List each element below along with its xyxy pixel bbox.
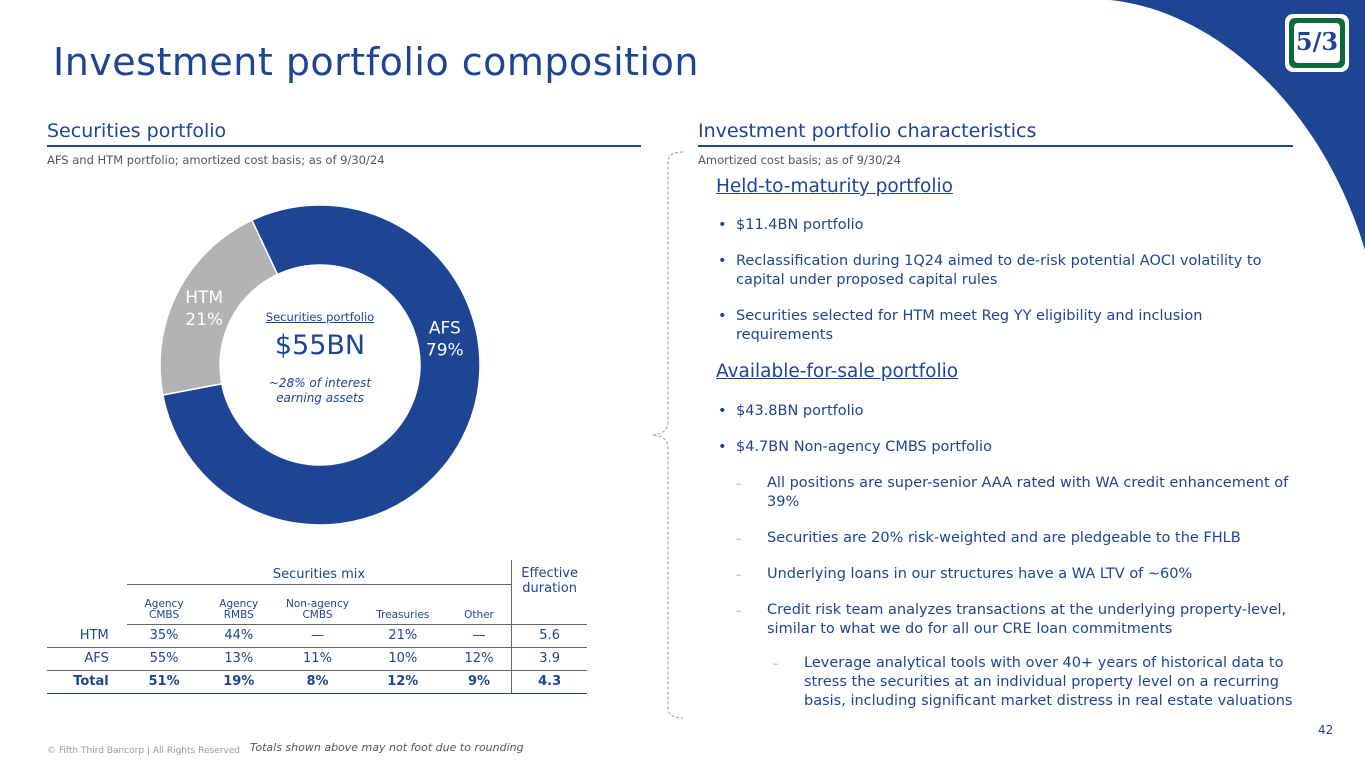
bullet-text: Credit risk team analyzes transactions at the underlying property-level, similar to what we do for all our CRE loan commitments xyxy=(767,602,1287,637)
bullet-text: All positions are super-senior AAA rated with WA credit enhancement of 39% xyxy=(767,475,1289,510)
bullet-text: $43.8BN portfolio xyxy=(736,403,864,419)
table-row xyxy=(47,647,587,670)
col-header-line: Non-agency xyxy=(286,597,349,610)
portfolio-characteristics-title: Investment portfolio characteristics xyxy=(698,120,1037,142)
bullet-text: Leverage analytical tools with over 40+ years of historical data to stress the securities at an individual property level on a recurring basis, including significant market distress in real estate valuations xyxy=(804,655,1293,709)
page-title: Investment portfolio composition xyxy=(53,40,699,84)
bullet-mark: • xyxy=(718,439,727,455)
duration-cell: 4.3 xyxy=(512,670,587,693)
col-header xyxy=(201,584,276,624)
afs-bullet xyxy=(718,438,1296,457)
duration-cell: 3.9 xyxy=(512,647,587,670)
row-label: HTM xyxy=(47,624,127,647)
bullet-mark: • xyxy=(718,308,727,324)
donut-center-label: Securities portfolio xyxy=(265,310,375,324)
donut-value-label: 21% xyxy=(185,309,224,330)
right-section-rule xyxy=(698,145,1293,147)
table-cell: — xyxy=(276,624,359,647)
table-cell: 51% xyxy=(127,670,202,693)
fifth-third-logo xyxy=(1285,14,1349,72)
table-cell: 13% xyxy=(201,647,276,670)
htm-bullet xyxy=(718,252,1296,290)
col-header-line: RMBS xyxy=(223,608,254,621)
col-header xyxy=(276,584,359,624)
donut-category-label: HTM xyxy=(185,287,224,308)
bullet-text: Reclassification during 1Q24 aimed to de-risk potential AOCI volatility to capital under proposed capital rules xyxy=(736,253,1262,288)
bullet-text: $11.4BN portfolio xyxy=(736,217,864,233)
table-row xyxy=(47,624,587,647)
col-header-line: CMBS xyxy=(302,608,333,621)
table-cell: 8% xyxy=(276,670,359,693)
col-header-line: Treasuries xyxy=(376,608,430,621)
row-label: AFS xyxy=(47,647,127,670)
bullet-text: $4.7BN Non-agency CMBS portfolio xyxy=(736,439,992,455)
duration-cell: 5.6 xyxy=(512,624,587,647)
rounding-footnote: Totals shown above may not foot due to rounding xyxy=(250,741,524,754)
col-header xyxy=(447,584,512,624)
table-cell: 21% xyxy=(359,624,447,647)
dash-mark: – xyxy=(736,604,742,617)
table-cell: 55% xyxy=(127,647,202,670)
table-cell: 9% xyxy=(447,670,512,693)
dashed-bracket xyxy=(648,150,688,722)
row-label: Total xyxy=(47,670,127,693)
page-number: 42 xyxy=(1318,723,1334,737)
htm-bullet xyxy=(718,216,1296,235)
afs-subbullet xyxy=(736,474,1317,512)
effective-duration-header: Effective duration xyxy=(512,560,587,624)
col-header-line: Agency xyxy=(219,597,259,610)
table-cell: 10% xyxy=(359,647,447,670)
dash-mark: – xyxy=(736,477,742,490)
bullet-text: Underlying loans in our structures have a WA LTV of ~60% xyxy=(767,566,1193,582)
table-cell: 35% xyxy=(127,624,202,647)
col-header-line: Agency xyxy=(144,597,184,610)
dash-mark: – xyxy=(773,657,779,670)
col-header xyxy=(127,584,202,624)
bullet-text: Securities are 20% risk-weighted and are pledgeable to the FHLB xyxy=(767,530,1241,546)
donut-center-value: $55BN xyxy=(274,330,366,361)
table-cell: 12% xyxy=(447,647,512,670)
table-row xyxy=(47,670,587,693)
bullet-mark: • xyxy=(718,217,727,233)
table-cell: 19% xyxy=(201,670,276,693)
afs-bullet xyxy=(718,402,1296,421)
securities-mix-header: Securities mix xyxy=(127,560,512,584)
dash-mark: – xyxy=(736,568,742,581)
afs-subbullet xyxy=(736,601,1312,639)
afs-heading: Available-for-sale portfolio xyxy=(716,361,959,382)
col-header-line: Other xyxy=(464,608,494,621)
col-header xyxy=(359,584,447,624)
right-subnote: Amortized cost basis; as of 9/30/24 xyxy=(698,153,901,167)
afs-subbullet xyxy=(736,529,1317,548)
left-section-rule xyxy=(47,145,641,147)
dash-mark: – xyxy=(736,532,742,545)
donut-value-label: 79% xyxy=(425,340,464,361)
bullet-mark: • xyxy=(718,253,727,269)
securities-portfolio-title: Securities portfolio xyxy=(47,120,227,142)
htm-heading: Held-to-maturity portfolio xyxy=(716,176,953,197)
securities-mix-table xyxy=(47,560,587,694)
col-header-line: CMBS xyxy=(149,608,180,621)
securities-donut-chart xyxy=(150,195,490,535)
table-cell: 44% xyxy=(201,624,276,647)
afs-subbullet xyxy=(736,565,1317,584)
copyright: © Fifth Third Bancorp | All Rights Reserved xyxy=(47,746,240,756)
table-cell: — xyxy=(447,624,512,647)
logo-mark: 5/3 xyxy=(1295,27,1339,56)
table-cell: 12% xyxy=(359,670,447,693)
donut-center-note-1: ~28% of interest xyxy=(268,376,372,390)
bullet-text: Securities selected for HTM meet Reg YY eligibility and inclusion requirements xyxy=(736,308,1203,343)
left-subnote: AFS and HTM portfolio; amortized cost basis; as of 9/30/24 xyxy=(47,153,385,167)
bullet-mark: • xyxy=(718,403,727,419)
htm-bullet xyxy=(718,307,1236,345)
afs-subsubbullet xyxy=(773,654,1319,711)
donut-center-note-2: earning assets xyxy=(276,391,364,405)
donut-category-label: AFS xyxy=(428,318,461,339)
table-cell: 11% xyxy=(276,647,359,670)
